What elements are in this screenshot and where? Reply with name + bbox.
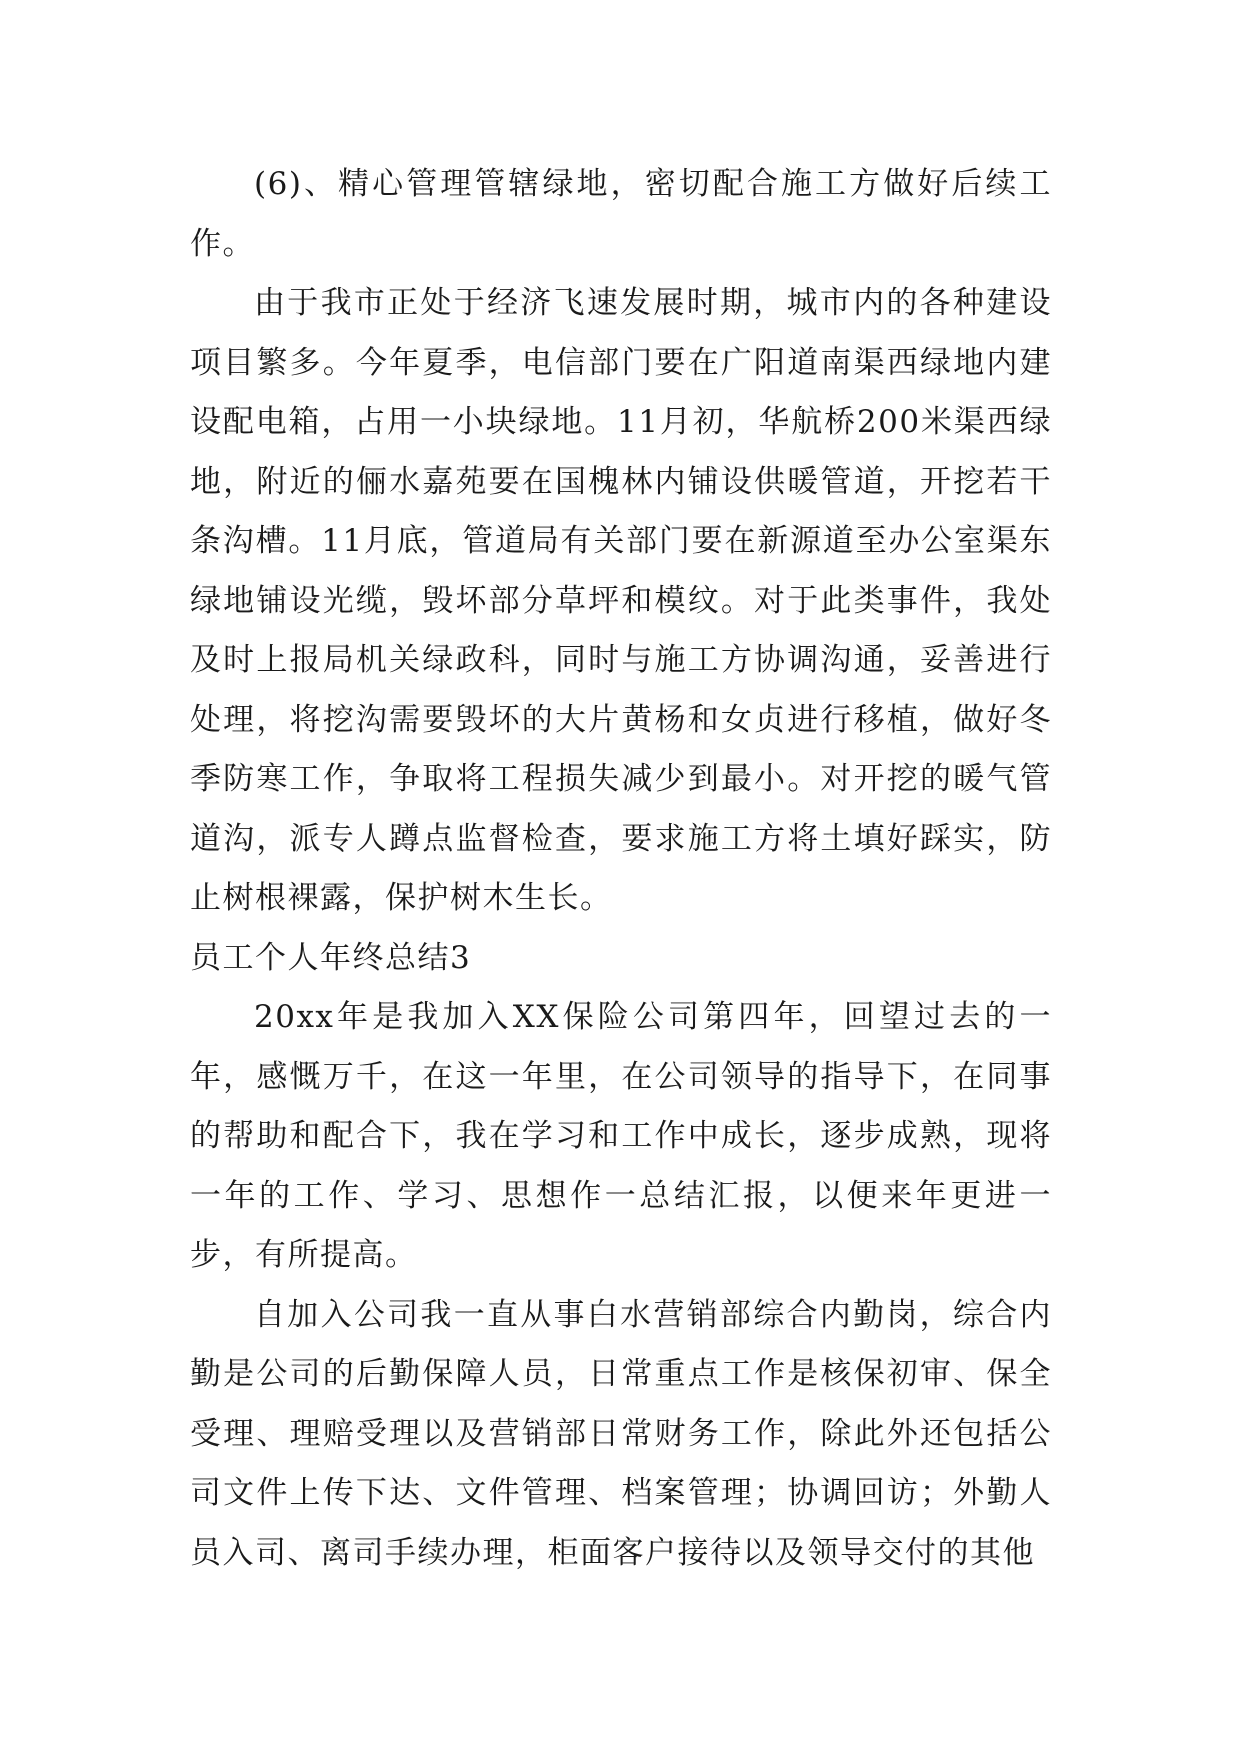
document-page [190, 155, 1052, 1583]
section-title: 员工个人年终总结3 [190, 939, 472, 976]
paragraph-greenland-construction: 由于我市正处于经济飞速发展时期，城市内的各种建设项目繁多。今年夏季，电信部门要在广阳道南渠西绿地内建设配电箱，占用一小块绿地。11月初，华航桥200米渠西绿地，附近的俪水嘉苑要在国槐林内铺设供暖管道，开挖若干条沟槽。11月底，管道局有关部门要在新源道至办公室渠东绿地铺设光缆，毁坏部分草坪和模纹。对于此类事件，我处及时上报局机关绿政科，同时与施工方协调沟通，妥善进行处理，将挖沟需要毁坏的大片黄杨和女贞进行移植，做好冬季防寒工作，争取将工程损失减少到最小。对开挖的暖气管道沟，派专人蹲点监督检查，要求施工方将土填好踩实，防止树根裸露，保护树木生长。 [190, 285, 1052, 916]
paragraph-job-duties: 自加入公司我一直从事白水营销部综合内勤岗，综合内勤是公司的后勤保障人员，日常重点工作是核保初审、保全受理、理赔受理以及营销部日常财务工作，除此外还包括公司文件上传下达、文件管理、档案管理；协调回访；外勤人员入司、离司手续办理，柜面客户接待以及领导交付的其他 [190, 1296, 1052, 1571]
paragraph-item-6: (6)、精心管理管辖绿地，密切配合施工方做好后续工作。 [190, 166, 1052, 262]
paragraph-year-review: 20xx年是我加入XX保险公司第四年，回望过去的一年，感慨万千，在这一年里，在公司领导的指导下，在同事的帮助和配合下，我在学习和工作中成长，逐步成熟，现将一年的工作、学习、思想作一总结汇报，以便来年更进一步，有所提高。 [190, 999, 1052, 1273]
